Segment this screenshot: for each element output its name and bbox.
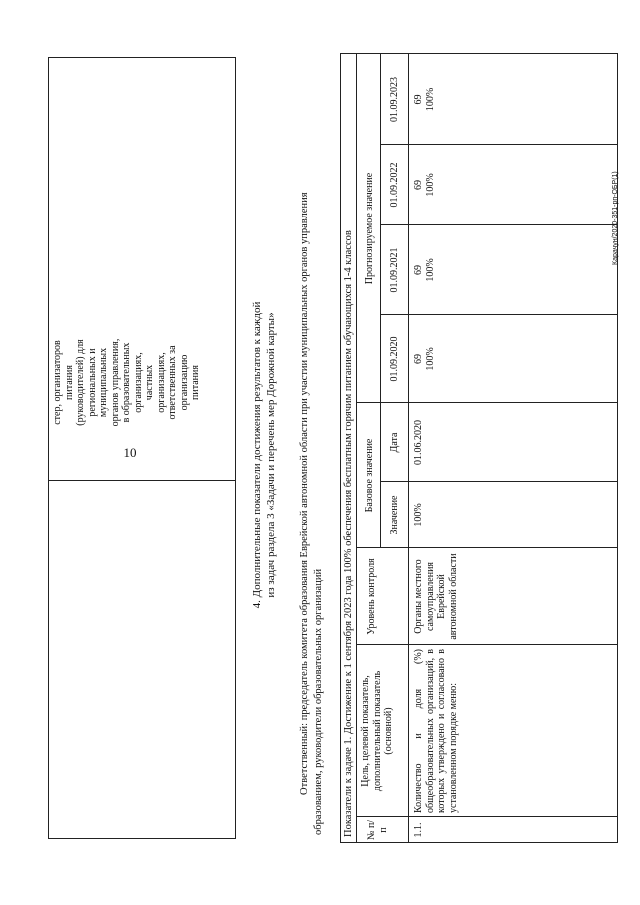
row-num: 1.1. — [413, 822, 424, 838]
header-date-2020: 01.09.2020 — [389, 336, 400, 382]
row-value-2021-percent: 100% — [424, 258, 436, 282]
row-base-date: 01.06.2020 — [413, 420, 424, 465]
header-date-2023: 01.09.2023 — [389, 77, 400, 122]
row-value-2022-percent: 100% — [424, 173, 436, 197]
row-value-2020-percent: 100% — [424, 347, 436, 371]
header-base-date: Дата — [389, 432, 400, 453]
row-value-2020-count: 69 — [413, 354, 424, 364]
continuation-line: организацию — [178, 354, 190, 411]
row-base-value: 100% — [413, 503, 424, 527]
section-title-line-2: из задач раздела 3 «Задачи и перечень мер Дорожной карты» — [265, 312, 277, 598]
responsible-line-1: Ответственный: председатель комитета образования Еврейской автономной области при участии муниципальных органов управления — [299, 192, 310, 795]
continuation-line: региональных и — [86, 348, 98, 417]
row-value-2021-count: 69 — [413, 265, 424, 275]
row-value-2023 — [413, 54, 436, 145]
continuation-line: муниципальных — [98, 347, 109, 418]
row-value-2023-percent: 100% — [424, 87, 436, 112]
footer-code: Карачун/2020-351-рп-ОБР(1) — [612, 171, 619, 265]
row-value-2021 — [413, 225, 436, 315]
row-value-2022 — [413, 145, 436, 225]
continuation-line: питания — [63, 365, 75, 400]
header-num: № п/п — [366, 819, 389, 841]
header-forecast: Прогнозируемое значение — [364, 172, 375, 285]
section-title — [250, 205, 278, 705]
header-level: Уровень контроля — [366, 558, 377, 635]
page-number: 10 — [123, 445, 137, 460]
header-date-2022: 01.09.2022 — [389, 162, 400, 208]
continuation-line: питания — [190, 365, 201, 400]
row-level: Органы местного самоуправления Еврейской автономной области — [413, 553, 459, 640]
row-value-2022-count: 69 — [413, 180, 424, 190]
continuation-line: органов управления, — [109, 338, 121, 427]
continuation-line: ответственных за — [167, 345, 178, 420]
row-value-2020 — [413, 315, 436, 403]
row-value-2023-count: 69 — [413, 94, 424, 105]
responsible-text — [298, 45, 326, 835]
continuation-line: стер, организаторов — [52, 340, 63, 425]
continuation-line: организациях, — [132, 352, 144, 413]
table-caption: Показатели к задаче 1. Достижение к 1 сентября 2023 года 100% обеспечения бесплатным горячим питанием обучающихся 1-4 классов — [343, 230, 354, 837]
header-date-2021: 01.09.2021 — [389, 247, 400, 293]
continuation-line: частных — [144, 364, 155, 401]
row-goal: Количество и доля (%) общеобразовательных организаций, в которых утверждено и согласовано в установленном порядке меню: — [413, 649, 459, 813]
header-base: Базовое значение — [364, 438, 375, 513]
section-title-line-1: 4. Дополнительные показатели достижения результатов к каждой — [251, 301, 263, 609]
header-base-value: Значение — [389, 495, 400, 535]
continuation-line: организациях, — [155, 352, 167, 413]
header-goal: Цель, целевой показатель, дополнительный показатель (основной) — [360, 670, 394, 792]
continuation-line: в образовательных — [121, 342, 132, 423]
continuation-line: (руководителей) для — [75, 339, 86, 426]
responsible-line-2: образованием, руководители образовательных организаций — [313, 568, 324, 835]
